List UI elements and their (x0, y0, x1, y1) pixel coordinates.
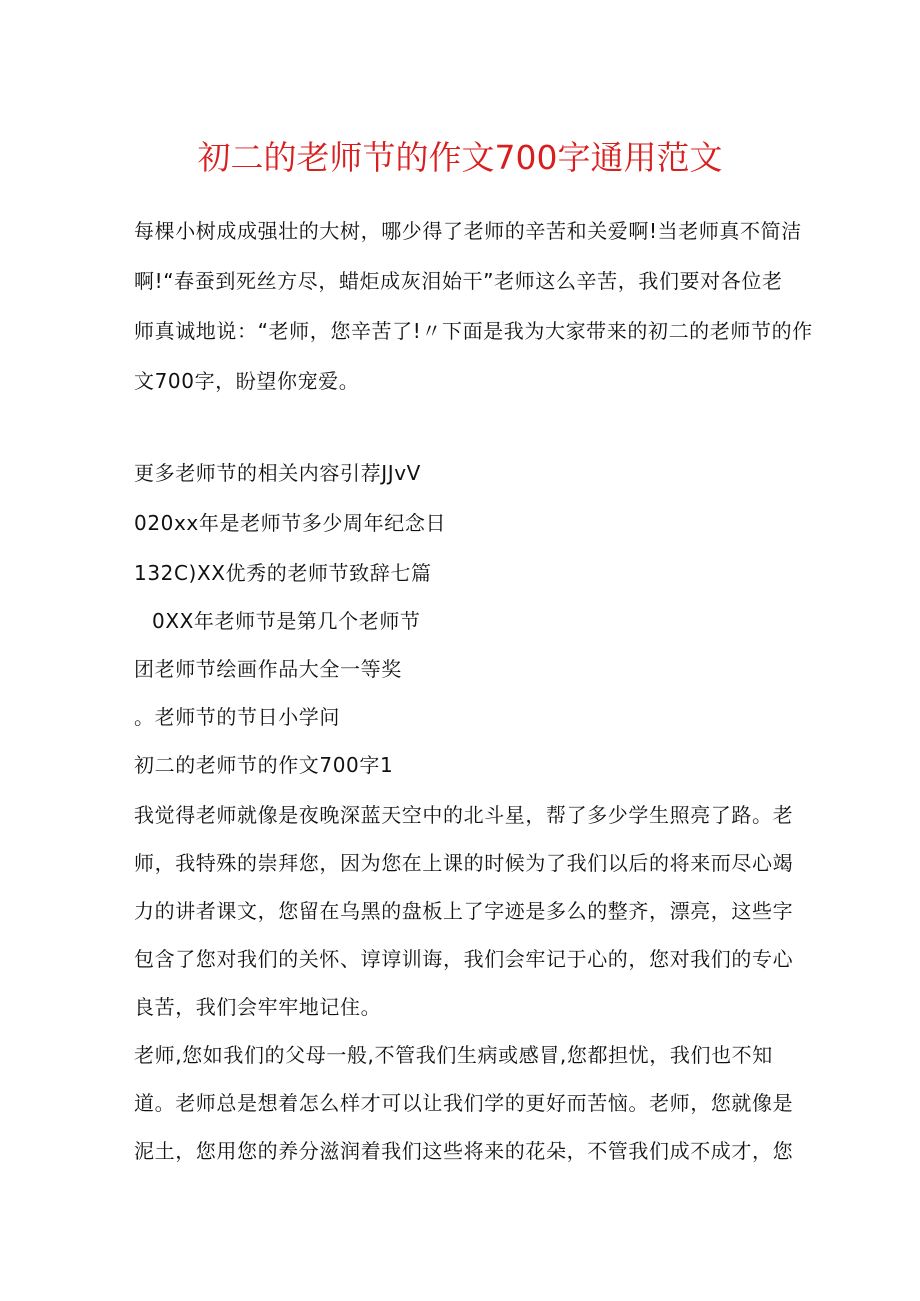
intro-line-4: 文700字，盼望你宠爱。 (134, 369, 360, 393)
paragraph1-line: 包含了您对我们的关怀、谆谆训诲，我们会牢记于心的，您对我们的专心 (134, 947, 794, 971)
page-title: 初二的老师节的作文700字通用范文 (197, 138, 723, 177)
related-item: 020xx年是老师节多少周年纪念日 (134, 511, 447, 535)
intro-line-2: 啊!“春蚕到死丝方尽，蜡炬成灰泪始干”老师这么辛苦，我们要对各位老 (134, 269, 783, 293)
paragraph2-line: 老师,您如我们的父母一般,不管我们生病或感冒,您都担忧，我们也不知 (134, 1043, 773, 1067)
intro-line-3: 师真诚地说：“老师，您辛苦了!〃下面是我为大家带来的初二的老师节的作 (134, 319, 813, 343)
paragraph1-line: 师，我特殊的崇拜您，因为您在上课的时候为了我们以后的将来而尽心竭 (134, 851, 794, 875)
section-heading: 初二的老师节的作文700字1 (134, 753, 394, 777)
intro-line-1: 每棵小树成成强壮的大树，哪少得了老师的辛苦和关爱啊!当老师真不简洁 (134, 219, 802, 243)
related-item: 团老师节绘画作品大全一等奖 (134, 657, 402, 681)
related-item: 。老师节的节日小学问 (134, 705, 340, 729)
related-item: 0XX年老师节是第几个老师节 (152, 609, 421, 633)
paragraph1-line: 力的讲者课文，您留在乌黑的盘板上了字迹是多么的整齐，漂亮，这些字 (134, 899, 794, 923)
paragraph1-line: 良苦，我们会牢牢地记住。 (134, 995, 382, 1019)
related-item: 132C)XX优秀的老师节致辞七篇 (134, 561, 432, 585)
paragraph2-line: 泥土，您用您的养分滋润着我们这些将来的花朵，不管我们成不成才，您 (134, 1139, 794, 1163)
paragraph2-line: 道。老师总是想着怎么样才可以让我们学的更好而苦恼。老师，您就像是 (134, 1091, 794, 1115)
paragraph1-line: 我觉得老师就像是夜晚深蓝天空中的北斗星，帮了多少学生照亮了路。老 (134, 803, 794, 827)
related-heading: 更多老师节的相关内容引荐JJvV (134, 461, 421, 485)
